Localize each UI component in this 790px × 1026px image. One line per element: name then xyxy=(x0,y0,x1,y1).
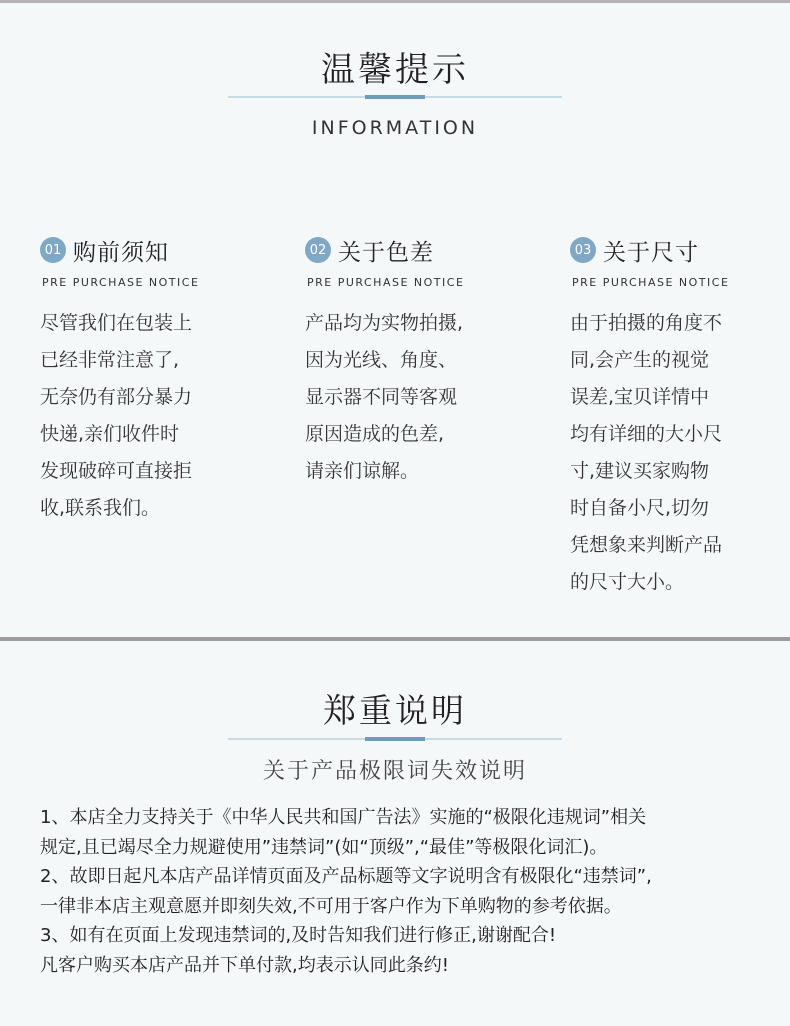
column-subtitle: PRE PURCHASE NOTICE xyxy=(42,276,200,289)
body-line: 误差,宝贝详情中 xyxy=(570,386,710,408)
body-line: 寸,建议买家购物 xyxy=(570,460,710,482)
statement-line: 3、如有在页面上发现违禁词的,及时告知我们进行修正,谢谢配合! xyxy=(40,925,557,946)
body-line: 已经非常注意了, xyxy=(40,349,180,371)
column-body xyxy=(40,305,240,527)
section-title-information: 温馨提示 xyxy=(321,50,469,90)
statement-line: 2、故即日起凡本店产品详情页面及产品标题等文字说明含有极限化“违禁词”, xyxy=(40,866,652,887)
body-line: 收,联系我们。 xyxy=(40,497,161,519)
title-underline-accent xyxy=(365,95,425,99)
column-subtitle: PRE PURCHASE NOTICE xyxy=(572,276,730,289)
column-header xyxy=(305,234,505,266)
statement-line: 1、本店全力支持关于《中华人民共和国广告法》实施的“极限化违规词”相关 xyxy=(40,807,647,828)
column-body xyxy=(570,305,770,601)
number-badge: 01 xyxy=(40,237,66,263)
number-badge: 02 xyxy=(305,237,331,263)
body-line: 由于拍摄的角度不 xyxy=(570,312,723,334)
top-border xyxy=(0,0,790,3)
body-line: 因为光线、角度、 xyxy=(305,349,458,371)
body-line: 快递,亲们收件时 xyxy=(40,423,180,445)
body-line: 的尺寸大小。 xyxy=(570,571,685,593)
section-subtitle-information: INFORMATION xyxy=(311,117,479,139)
section-title-statement: 郑重说明 xyxy=(323,691,467,730)
number-badge: 03 xyxy=(570,237,596,263)
statement-body xyxy=(40,803,760,980)
title-underline xyxy=(228,96,562,98)
body-line: 无奈仍有部分暴力 xyxy=(40,386,193,408)
column-subtitle: PRE PURCHASE NOTICE xyxy=(307,276,465,289)
title-underline-accent xyxy=(365,737,425,741)
column-body xyxy=(305,305,505,490)
body-line: 产品均为实物拍摄, xyxy=(305,312,464,334)
column-title: 关于色差 xyxy=(338,239,434,266)
statement-line: 一律非本店主观意愿并即刻失效,不可用于客户作为下单购物的参考依据。 xyxy=(40,895,622,917)
statement-line: 凡客户购买本店产品并下单付款,均表示认同此条约! xyxy=(40,954,449,976)
section-divider xyxy=(0,637,790,641)
column-header xyxy=(40,234,240,266)
body-line: 请亲们谅解。 xyxy=(305,460,420,482)
notice-column-size xyxy=(570,234,770,601)
column-title: 关于尺寸 xyxy=(603,239,699,266)
body-line: 尽管我们在包装上 xyxy=(40,312,193,334)
body-line: 均有详细的大小尺 xyxy=(570,423,723,445)
section-subtitle-statement: 关于产品极限词失效说明 xyxy=(262,759,527,784)
statement-line: 规定,且已竭尽全力规避使用”违禁词”(如“顶级”,“最佳”等极限化词汇)。 xyxy=(40,836,608,858)
body-line: 发现破碎可直接拒 xyxy=(40,460,193,482)
body-line: 显示器不同等客观 xyxy=(305,386,458,408)
column-title: 购前须知 xyxy=(73,239,169,266)
column-header xyxy=(570,234,770,266)
notice-column-color xyxy=(305,234,505,490)
notice-column-purchase xyxy=(40,234,240,527)
body-line: 原因造成的色差, xyxy=(305,423,445,445)
body-line: 同,会产生的视觉 xyxy=(570,349,710,371)
body-line: 凭想象来判断产品 xyxy=(570,534,723,556)
body-line: 时自备小尺,切勿 xyxy=(570,497,710,519)
title-underline xyxy=(228,738,562,740)
